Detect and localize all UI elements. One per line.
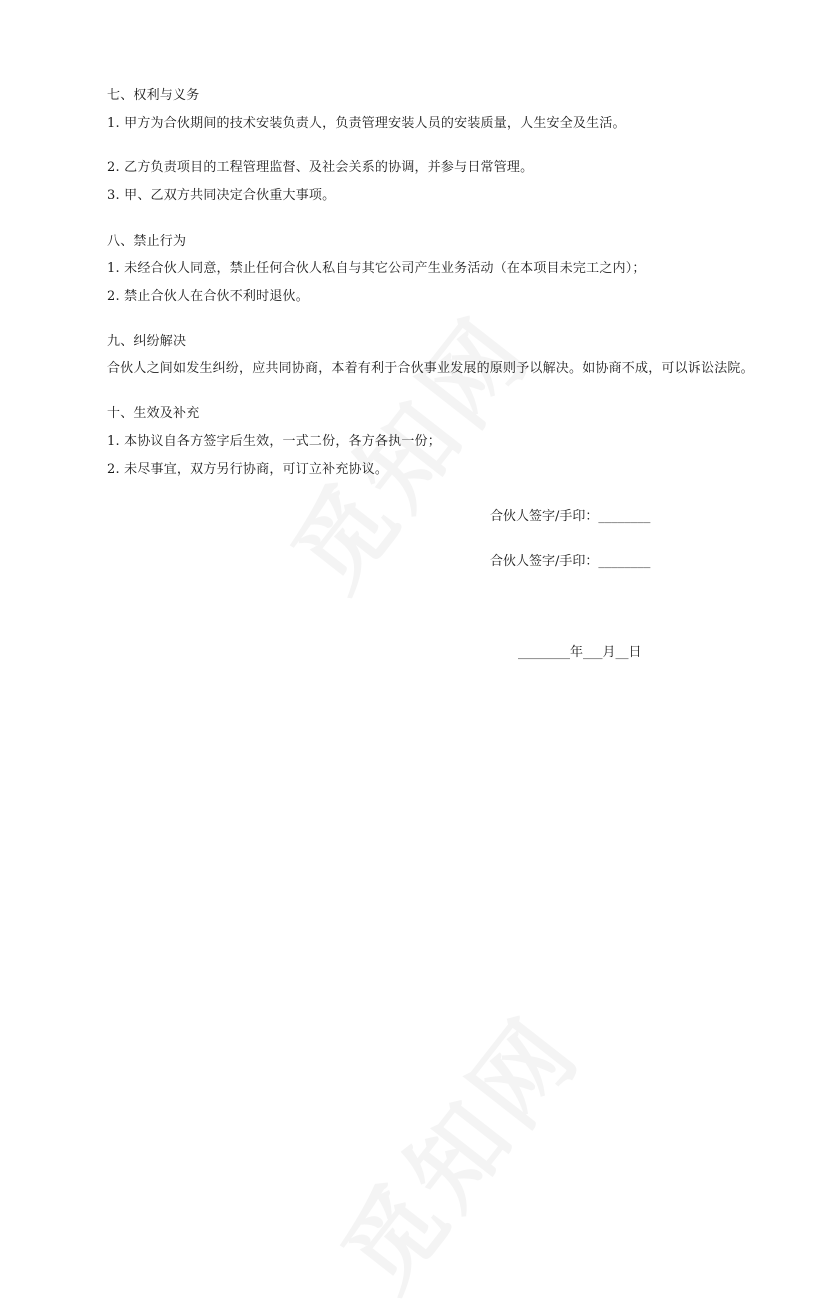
section-10-item-2: 2. 未尽事宜，双方另行协商，可订立补充协议。	[107, 462, 389, 477]
section-10-title: 十、生效及补充	[107, 406, 200, 421]
partner-signature-1: 合伙人签字/手印：________	[490, 509, 651, 524]
section-7-item-2: 2. 乙方负责项目的工程管理监督、及社会关系的协调，并参与日常管理。	[107, 160, 534, 175]
section-8-item-2: 2. 禁止合伙人在合伙不利时退伙。	[107, 289, 309, 304]
signing-date: ________年___月__日	[518, 645, 642, 660]
section-9-title: 九、纠纷解决	[107, 334, 187, 349]
section-7-title: 七、权利与义务	[107, 88, 200, 103]
watermark-bottom	[306, 983, 606, 1313]
section-8-title: 八、禁止行为	[107, 234, 187, 249]
section-8-item-1: 1. 未经合伙人同意，禁止任何合伙人私自与其它公司产生业务活动（在本项目未完工之内）；	[107, 261, 646, 276]
section-9-item-1: 合伙人之间如发生纠纷，应共同协商，本着有利于合伙事业发展的原则予以解决。如协商不成，可以诉讼法院。	[107, 361, 754, 376]
partner-signature-2: 合伙人签字/手印：________	[490, 554, 651, 569]
section-7-item-3: 3. 甲、乙双方共同决定合伙重大事项。	[107, 188, 336, 203]
section-7-item-1: 1. 甲方为合伙期间的技术安装负责人，负责管理安装人员的安装质量，人生安全及生活。	[107, 116, 626, 131]
section-10-item-1: 1. 本协议自各方签字后生效，一式二份，各方各执一份；	[107, 434, 441, 449]
